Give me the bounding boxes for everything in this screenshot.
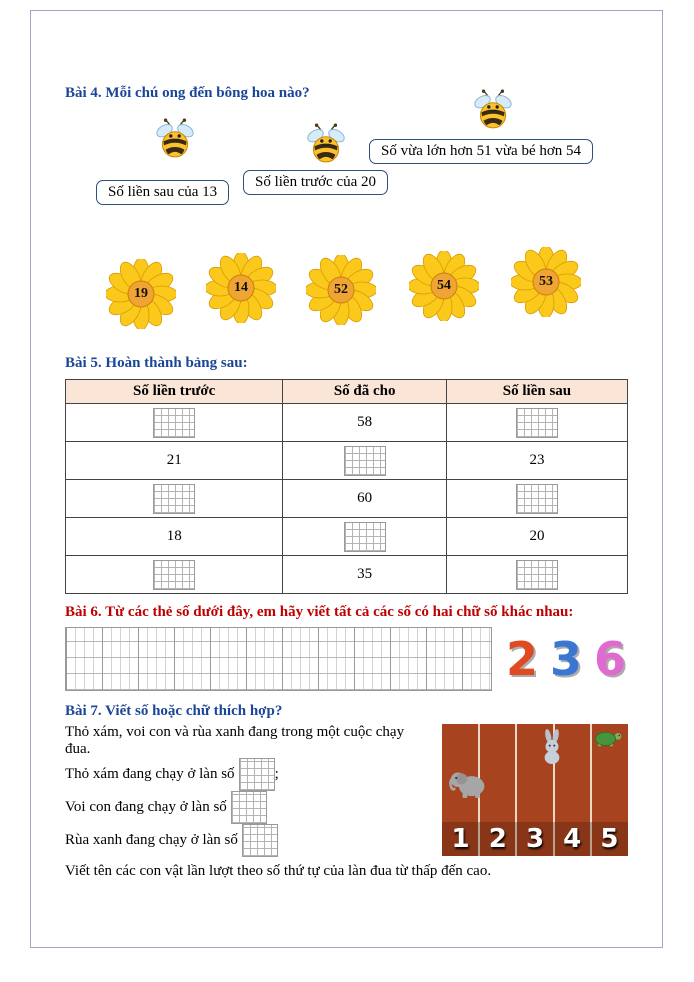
flower-number: 19 (134, 286, 148, 301)
table-cell (283, 442, 447, 480)
answer-gridbox (516, 560, 558, 590)
exercise-7-title: Bài 7. Viết số hoặc chữ thích hợp? (65, 703, 283, 719)
sunflower-icon (206, 253, 276, 323)
answer-gridbox (231, 791, 267, 824)
table-row (66, 404, 628, 442)
table-cell (446, 404, 627, 442)
ex7-line-text: Rùa xanh đang chạy ở làn số (65, 832, 238, 848)
lane-number: 2 (488, 824, 507, 854)
bee-icon (153, 116, 197, 158)
turtle-icon (591, 728, 625, 748)
race-track-image (442, 724, 628, 856)
ex4-illustration (65, 103, 628, 247)
answer-gridbox (153, 560, 195, 590)
ex7-line-rabbit (65, 758, 432, 791)
ex7-footer: Viết tên các con vật lần lượt theo số thứ tự của làn đua từ thấp đến cao. (65, 863, 492, 879)
ex7-intro: Thỏ xám, voi con và rùa xanh đang trong một cuộc chạy đua. (65, 724, 405, 757)
answer-gridbox (516, 408, 558, 438)
exercise-6 (65, 602, 628, 691)
sunflower-icon (306, 255, 376, 325)
bee-label-successor-13: Số liền sau của 13 (96, 180, 229, 205)
answer-gridbox (242, 824, 278, 857)
given-number: 21 (66, 442, 283, 480)
table-header-row (66, 380, 628, 404)
table-row (66, 556, 628, 594)
lane-number: 3 (525, 824, 545, 854)
given-number: 18 (66, 518, 283, 556)
digit-card-6: 6 (593, 632, 626, 686)
bee-icon (304, 121, 348, 163)
answer-gridbox (153, 408, 195, 438)
exercise-7 (65, 701, 628, 880)
digit-cards (505, 632, 628, 686)
given-number: 20 (446, 518, 627, 556)
col-header-next: Số liền sau (446, 380, 627, 404)
writing-grid (65, 627, 492, 691)
col-header-given: Số đã cho (283, 380, 447, 404)
lane-number: 4 (563, 824, 582, 854)
exercise-5-title: Bài 5. Hoàn thành bảng sau: (65, 355, 248, 371)
lane-number: 1 (451, 824, 470, 854)
table-cell (446, 556, 627, 594)
lane-numbers (442, 822, 628, 856)
answer-gridbox (239, 758, 275, 791)
bee-label-between-51-54: Số vừa lớn hơn 51 vừa bé hơn 54 (369, 139, 593, 164)
ex6-row (65, 627, 628, 691)
table-cell (66, 480, 283, 518)
flower-number: 14 (234, 280, 248, 295)
elephant-icon (448, 766, 488, 799)
digit-card-3: 3 (549, 632, 582, 686)
flower-number: 54 (437, 278, 451, 293)
flower-number: 53 (539, 274, 553, 289)
bee-icon (471, 87, 515, 129)
table-row (66, 442, 628, 480)
answer-gridbox (516, 484, 558, 514)
ex5-table (65, 379, 628, 594)
table-cell (446, 480, 627, 518)
ex7-line-turtle (65, 824, 432, 857)
flower-number: 52 (334, 282, 348, 297)
exercise-6-title: Bài 6. Từ các thẻ số dưới đây, em hãy viết tất cả các số có hai chữ số khác nhau: (65, 604, 574, 620)
table-cell (283, 518, 447, 556)
given-number: 60 (283, 480, 447, 518)
given-number: 35 (283, 556, 447, 594)
sunflower-icon (511, 247, 581, 317)
bee-label-predecessor-20: Số liền trước của 20 (243, 170, 388, 195)
ex7-line-suffix: ; (274, 766, 279, 782)
ex7-body (65, 724, 628, 857)
table-row (66, 518, 628, 556)
flowers-row (65, 247, 628, 345)
table-cell (66, 404, 283, 442)
worksheet-page (30, 10, 663, 948)
table-cell (66, 556, 283, 594)
lane-number: 5 (600, 824, 619, 854)
rabbit-icon (540, 729, 564, 764)
answer-gridbox (344, 522, 386, 552)
exercise-4 (65, 83, 628, 345)
ex7-line-elephant (65, 791, 432, 824)
ex7-line-text: Voi con đang chạy ở làn số (65, 799, 227, 815)
ex7-line-text: Thỏ xám đang chạy ở làn số (65, 766, 235, 782)
answer-gridbox (344, 446, 386, 476)
answer-gridbox (153, 484, 195, 514)
exercise-5 (65, 353, 628, 594)
table-row (66, 480, 628, 518)
sunflower-icon (106, 259, 176, 329)
exercise-4-title: Bài 4. Mỗi chú ong đến bông hoa nào? (65, 85, 310, 101)
given-number: 23 (446, 442, 627, 480)
digit-card-2: 2 (505, 632, 538, 686)
given-number: 58 (283, 404, 447, 442)
ex7-text (65, 724, 442, 857)
col-header-previous: Số liền trước (66, 380, 283, 404)
sunflower-icon (409, 251, 479, 321)
